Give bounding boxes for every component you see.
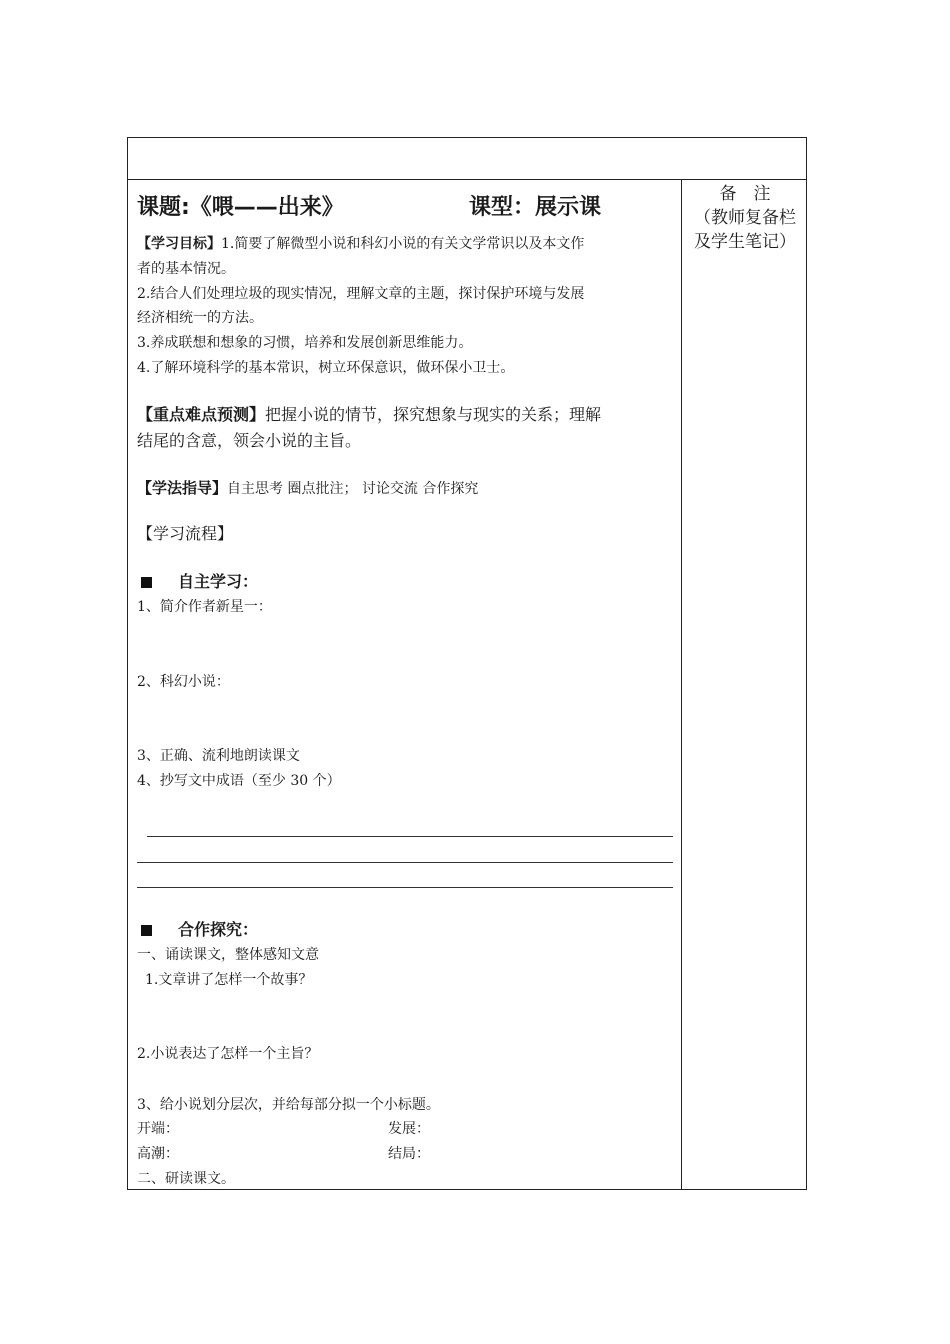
flow-label: 【学习流程】 (137, 524, 234, 543)
coop-q1: 1.文章讲了怎样一个故事？ (145, 972, 313, 988)
bullet-square-icon (141, 925, 152, 936)
coop-section-2: 二、研读课文。 (137, 1171, 235, 1187)
coop-heading: 合作探究： (178, 920, 259, 939)
coop-q2: 2.小说表达了怎样一个主旨？ (137, 1046, 319, 1062)
answer-line (137, 887, 673, 888)
method-label: 【学法指导】 (137, 479, 228, 497)
goal-1b: 者的基本情况。 (137, 261, 235, 277)
lesson-title: 课题:《喂——出来》 (137, 195, 344, 220)
method-text: 自主思考 圈点批注； 讨论交流 合作探究 (227, 481, 479, 497)
answer-line (137, 862, 673, 863)
focus-line-1: 把握小说的情节，探究想象与现实的关系；理解 (265, 405, 602, 424)
notes-subtitle-1: （教师复备栏 (694, 208, 796, 228)
notes-column (683, 182, 807, 254)
focus-line-2: 结尾的含意，领会小说的主旨。 (137, 431, 362, 450)
notes-title: 备 注 (719, 184, 771, 204)
coop-q3: 3、给小说划分层次，并给每部分拟一个小标题。 (137, 1097, 440, 1113)
self-study-q3: 3、正确、流利地朗读课文 (137, 748, 300, 764)
self-study-q4: 4、抄写文中成语（至少 30 个） (137, 773, 341, 789)
focus-label: 【重点难点预测】 (137, 405, 266, 424)
self-study-q1: 1、简介作者新星一： (137, 599, 272, 615)
goal-4: 4.了解环境科学的基本常识，树立环保意识，做环保小卫士。 (137, 360, 515, 376)
column-divider (681, 180, 682, 1190)
label-ending: 结局： (388, 1146, 430, 1162)
goal-2b: 经济相统一的方法。 (137, 310, 263, 326)
lesson-type: 课型：展示课 (469, 195, 602, 220)
header-row (128, 138, 806, 180)
answer-line (147, 836, 673, 837)
goal-3: 3.养成联想和想象的习惯，培养和发展创新思维能力。 (137, 335, 473, 351)
notes-subtitle-2: 及学生笔记） (694, 232, 796, 252)
self-study-q2: 2、科幻小说： (137, 674, 230, 690)
label-climax: 高潮： (137, 1146, 179, 1162)
lesson-table (127, 137, 807, 1190)
label-develop: 发展： (388, 1121, 430, 1137)
goal-2a: 2.结合人们处理垃圾的现实情况，理解文章的主题，探讨保护环境与发展 (137, 286, 585, 302)
label-start: 开端： (137, 1121, 179, 1137)
goals-label: 【学习目标】 (137, 236, 221, 252)
goal-1a: 1.简要了解微型小说和科幻小说的有关文学常识以及本文作 (221, 236, 585, 252)
bullet-square-icon (141, 577, 152, 588)
coop-section-1: 一、诵读课文，整体感知文意 (137, 947, 319, 963)
self-study-heading: 自主学习： (178, 572, 259, 591)
